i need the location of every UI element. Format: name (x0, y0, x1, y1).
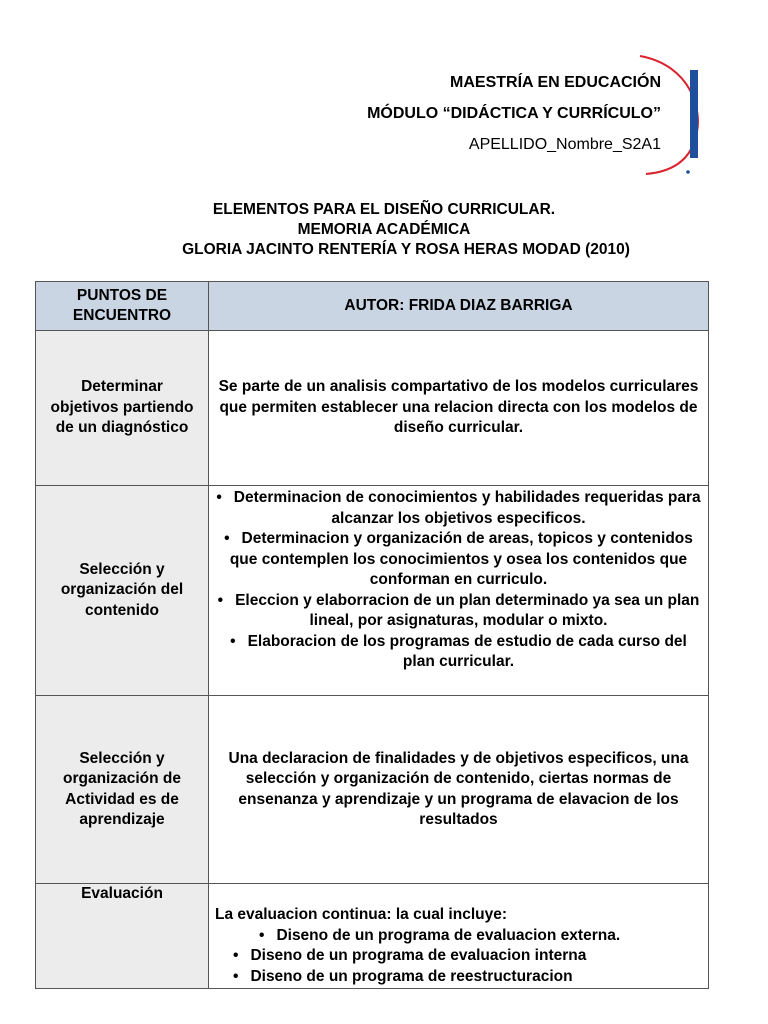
table-row (36, 331, 709, 486)
table-header-row (36, 282, 709, 331)
row-label: Selección y organización de Actividad es de aprendizaje (36, 696, 209, 884)
document-header (367, 72, 661, 155)
table-row (36, 884, 709, 989)
row-label: Determinar objetivos partiendo de un diagnóstico (36, 331, 209, 486)
row-label: Selección y organización del contenido (36, 486, 209, 696)
list-item: • Elaboracion de los programas de estudio de cada curso del plan curricular. (215, 632, 702, 673)
col-header-author: AUTOR: FRIDA DIAZ BARRIGA (209, 282, 709, 331)
list-item: • Determinacion y organización de areas, topicos y contenidos que contemplen los conocimientos y osea los contenidos que conforman en curriculo. (215, 529, 702, 591)
subtitle: MEMORIA ACADÉMICA (297, 221, 471, 238)
list-item: • Determinacion de conocimientos y habilidades requeridas para alcanzar los objetivos especificos. (215, 488, 702, 529)
row-content: Una declaracion de finalidades y de objetivos especificos, una selección y organización de contenido, ciertas normas de ensenanza y aprendizaje y un programa de elavacion de los resultados (209, 696, 709, 884)
student-id: APELLIDO_Nombre_S2A1 (468, 136, 661, 153)
table-row (36, 696, 709, 884)
comparison-table (35, 281, 709, 989)
document-titles (0, 200, 768, 260)
table-row (36, 486, 709, 696)
row-content: Se parte de un analisis compartativo de los modelos curriculares que permiten establecer una relacion directa con los modelos de diseño curricular. (209, 331, 709, 486)
authors-line: GLORIA JACINTO RENTERÍA Y ROSA HERAS MODAD (2010) (182, 241, 630, 258)
list-item: • Diseno de un programa de evaluacion interna (233, 946, 707, 967)
list-item: • Diseno de un programa de reestructuracion (233, 967, 707, 988)
main-title: ELEMENTOS PARA EL DISEÑO CURRICULAR. (212, 201, 556, 218)
program-title: MAESTRÍA EN EDUCACIÓN (450, 74, 661, 91)
list-item: • Diseno de un programa de evaluacion externa. (259, 926, 707, 947)
col-header-points: PUNTOS DE ENCUENTRO (36, 282, 209, 331)
row-content (209, 884, 709, 989)
row-content (209, 486, 709, 696)
evaluation-intro: La evaluacion continua: la cual incluye: (215, 906, 507, 923)
row-label: Evaluación (36, 884, 209, 989)
module-title: MÓDULO “DIDÁCTICA Y CURRÍCULO” (367, 105, 661, 122)
list-item: • Eleccion y elaborracion de un plan determinado ya sea un plan lineal, por asignaturas, modular o mixto. (215, 591, 702, 632)
